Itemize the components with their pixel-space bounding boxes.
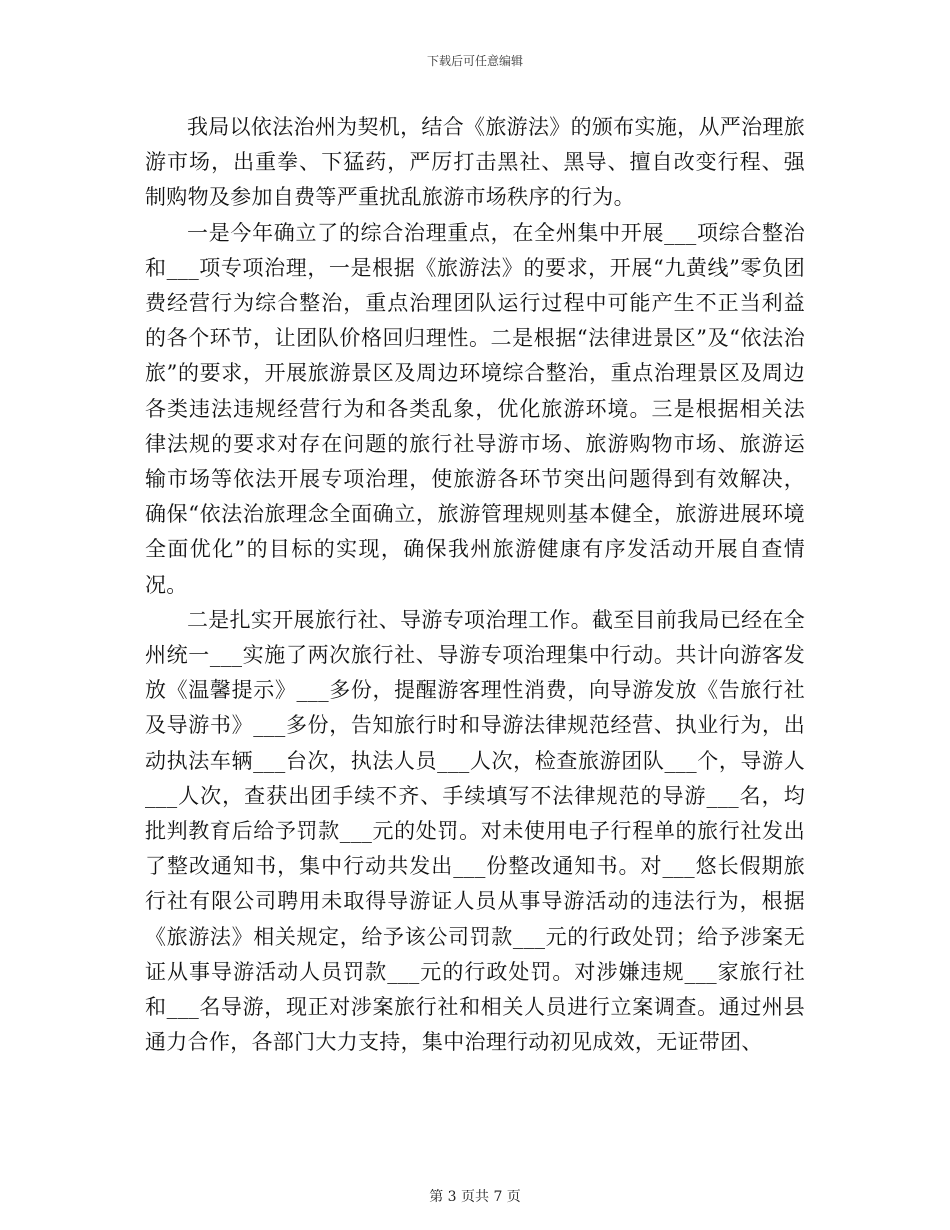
page-footer: 第 3 页共 7 页 bbox=[429, 1189, 521, 1205]
paragraph-intro: 我局以依法治州为契机，结合《旅游法》的颁布实施，从严治理旅游市场，出重拳、下猛药，严厉打击黑社、黑导、擅自改变行程、强制购物及参加自费等严重扰乱旅游市场秩序的行为。 bbox=[145, 115, 805, 210]
document-body bbox=[145, 110, 805, 1060]
paragraph-comprehensive-governance: 一是今年确立了的综合治理重点，在全州集中开展___项综合整治和___项专项治理，一是根据《旅游法》的要求，开展“九黄线”零负团费经营行为综合整治，重点治理团队运行过程中可能产生不正当利益的各个环节，让团队价格回归理性。二是根据“法律进景区”及“依法治旅”的要求，开展旅游景区及周边环境综合整治，重点治理景区及周边各类违法违规经营行为和各类乱象，优化旅游环境。三是根据相关法律法规的要求对存在问题的旅行社导游市场、旅游购物市场、旅游运输市场等依法开展专项治理，使旅游各环节突出问题得到有效解决，确保“依法治旅理念全面确立，旅游管理规则基本健全，旅游进展环境全面优化”的目标的实现，确保我州旅游健康有序发活动开展自查情况。 bbox=[145, 220, 805, 597]
paragraph-special-governance: 二是扎实开展旅行社、导游专项治理工作。截至目前我局已经在全州统一___实施了两次旅行社、导游专项治理集中行动。共计向游客发放《温馨提示》___多份，提醒游客理性消费，向导游发放《告旅行社及导游书》___多份，告知旅行时和导游法律规范经营、执业行为，出动执法车辆___台次，执法人员___人次，检查旅游团队___个，导游人___人次，查获出团手续不齐、手续填写不法律规范的导游___名，均批判教育后给予罚款___元的处罚。对未使用电子行程单的旅行社发出了整改通知书，集中行动共发出___份整改通知书。对___悠长假期旅行社有限公司聘用未取得导游证人员从事导游活动的违法行为，根据《旅游法》相关规定，给予该公司罚款___元的行政处罚；给予涉案无证从事导游活动人员罚款___元的行政处罚。对涉嫌违规___家旅行社和___名导游，现正对涉案旅行社和相关人员进行立案调查。通过州县通力合作，各部门大力支持，集中治理行动初见成效，无证带团、 bbox=[145, 607, 805, 1055]
page-header: 下载后可任意编辑 bbox=[426, 54, 523, 68]
